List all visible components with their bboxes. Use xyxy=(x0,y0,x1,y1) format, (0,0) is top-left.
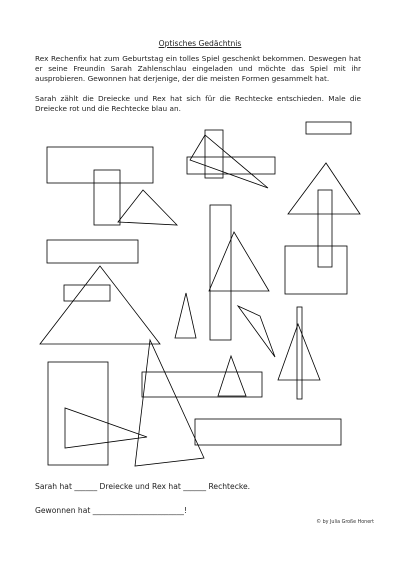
rectangle-shape xyxy=(47,240,138,263)
rectangle-shape xyxy=(318,190,332,267)
rectangle-shape xyxy=(64,285,110,301)
triangle-shape xyxy=(288,163,360,214)
rectangle-shape xyxy=(297,307,302,399)
triangle-shape xyxy=(175,293,196,338)
triangle-shape xyxy=(238,306,275,357)
rectangle-shape xyxy=(142,372,262,397)
rectangle-shape xyxy=(285,246,347,294)
worksheet-title: Optisches Gedächtnis xyxy=(158,39,242,48)
copyright-credit: © by Julia Große Honert xyxy=(316,520,374,525)
triangle-shape xyxy=(218,356,246,396)
answer-line-winner: Gewonnen hat ________________________! xyxy=(35,506,187,515)
rectangle-shape xyxy=(47,147,153,183)
answer-line-shapes: Sarah hat ______ Dreiecke und Rex hat ______ Rechtecke. xyxy=(35,482,251,491)
triangle-shape xyxy=(135,340,204,466)
rectangle-shape xyxy=(48,362,108,465)
task-paragraph: Sarah zählt die Dreiecke und Rex hat sich für die Rechtecke entschieden. Male die Dreiecke rot und die Rechtecke blau an. xyxy=(35,94,361,113)
rectangle-shape xyxy=(306,122,351,134)
triangle-shape xyxy=(40,266,160,344)
triangle-shape xyxy=(209,232,269,291)
triangle-shape xyxy=(118,190,177,225)
rectangle-shape xyxy=(94,170,120,225)
triangle-shape xyxy=(65,408,147,448)
triangle-shape xyxy=(190,135,268,188)
rectangle-shape xyxy=(187,157,275,174)
rectangle-shape xyxy=(195,419,341,445)
triangle-shape xyxy=(278,324,320,380)
rectangle-shape xyxy=(210,205,231,340)
intro-paragraph: Rex Rechenfix hat zum Geburtstag ein tolles Spiel geschenkt bekommen. Deswegen hat er seine Freundin Sarah Zahlenschlau eingeladen und möchte das Spiel mit ihr ausprobieren. Gewonnen hat derjenige, der die meisten Formen gesammelt hat. xyxy=(35,54,361,83)
